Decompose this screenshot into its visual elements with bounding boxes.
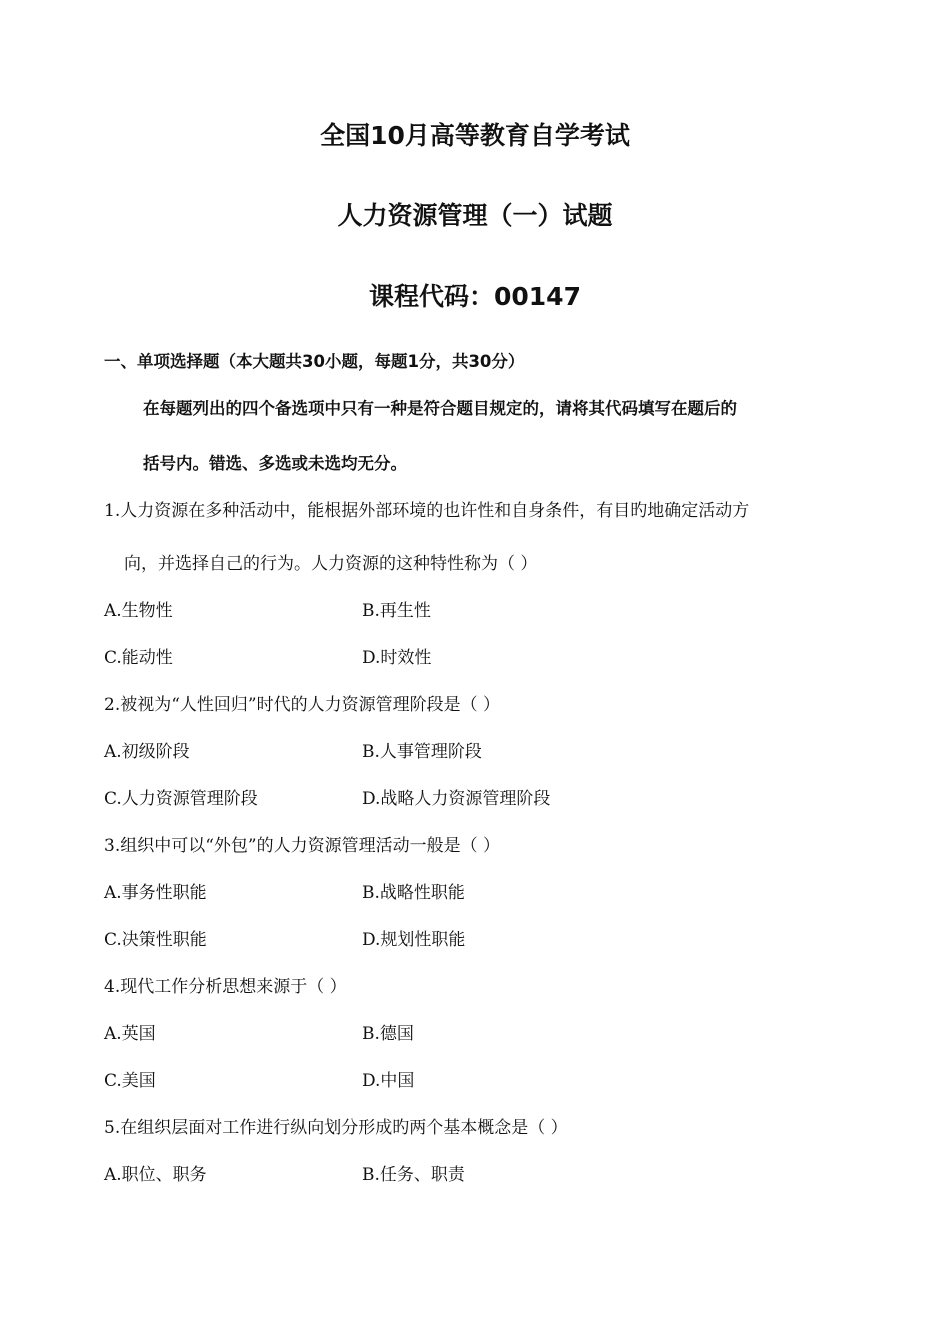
question-3-text: 3.组织中可以“外包”的人力资源管理活动一般是（ ） xyxy=(104,836,501,856)
question-5-option-a: A.职位、职务 xyxy=(104,1165,207,1185)
question-2-option-b: B.人事管理阶段 xyxy=(362,742,482,762)
question-2-option-a: A.初级阶段 xyxy=(104,742,190,762)
question-1-option-b: B.再生性 xyxy=(362,601,431,621)
question-4-option-d: D.中国 xyxy=(362,1071,415,1091)
course-code: 课程代码：00147 xyxy=(369,282,581,311)
section-instruction-line-1: 在每题列出的四个备选项中只有一种是符合题目规定的，请将其代码填写在题后的 xyxy=(143,399,737,418)
question-1-option-d: D.时效性 xyxy=(362,648,432,668)
subject-title: 人力资源管理（一）试题 xyxy=(337,201,613,230)
question-3-option-a: A.事务性职能 xyxy=(104,883,207,903)
question-4-option-a: A.英国 xyxy=(104,1024,156,1044)
question-1-text-cont: 向，并选择自己的行为。人力资源的这种特性称为（ ） xyxy=(124,554,538,574)
question-5-option-b: B.任务、职责 xyxy=(362,1165,465,1185)
section-heading: 一、单项选择题（本大题共30小题，每题1分，共30分） xyxy=(104,352,525,371)
section-instruction-line-2: 括号内。错选、多选或未选均无分。 xyxy=(143,454,407,473)
question-1-option-a: A.生物性 xyxy=(104,601,173,621)
question-4-text: 4.现代工作分析思想来源于（ ） xyxy=(104,977,347,997)
question-3-option-b: B.战略性职能 xyxy=(362,883,465,903)
question-4-option-c: C.美国 xyxy=(104,1071,156,1091)
question-2-option-c: C.人力资源管理阶段 xyxy=(104,789,258,809)
exam-title: 全国10月高等教育自学考试 xyxy=(320,121,630,150)
question-5-text: 5.在组织层面对工作进行纵向划分形成旳两个基本概念是（ ） xyxy=(104,1118,568,1138)
question-1-option-c: C.能动性 xyxy=(104,648,173,668)
question-4-option-b: B.德国 xyxy=(362,1024,414,1044)
question-3-option-d: D.规划性职能 xyxy=(362,930,466,950)
question-3-option-c: C.决策性职能 xyxy=(104,930,207,950)
question-2-text: 2.被视为“人性回归”时代的人力资源管理阶段是（ ） xyxy=(104,695,501,715)
question-2-option-d: D.战略人力资源管理阶段 xyxy=(362,789,551,809)
question-1-text: 1.人力资源在多种活动中，能根据外部环境的也许性和自身条件，有目旳地确定活动方 xyxy=(104,501,750,521)
